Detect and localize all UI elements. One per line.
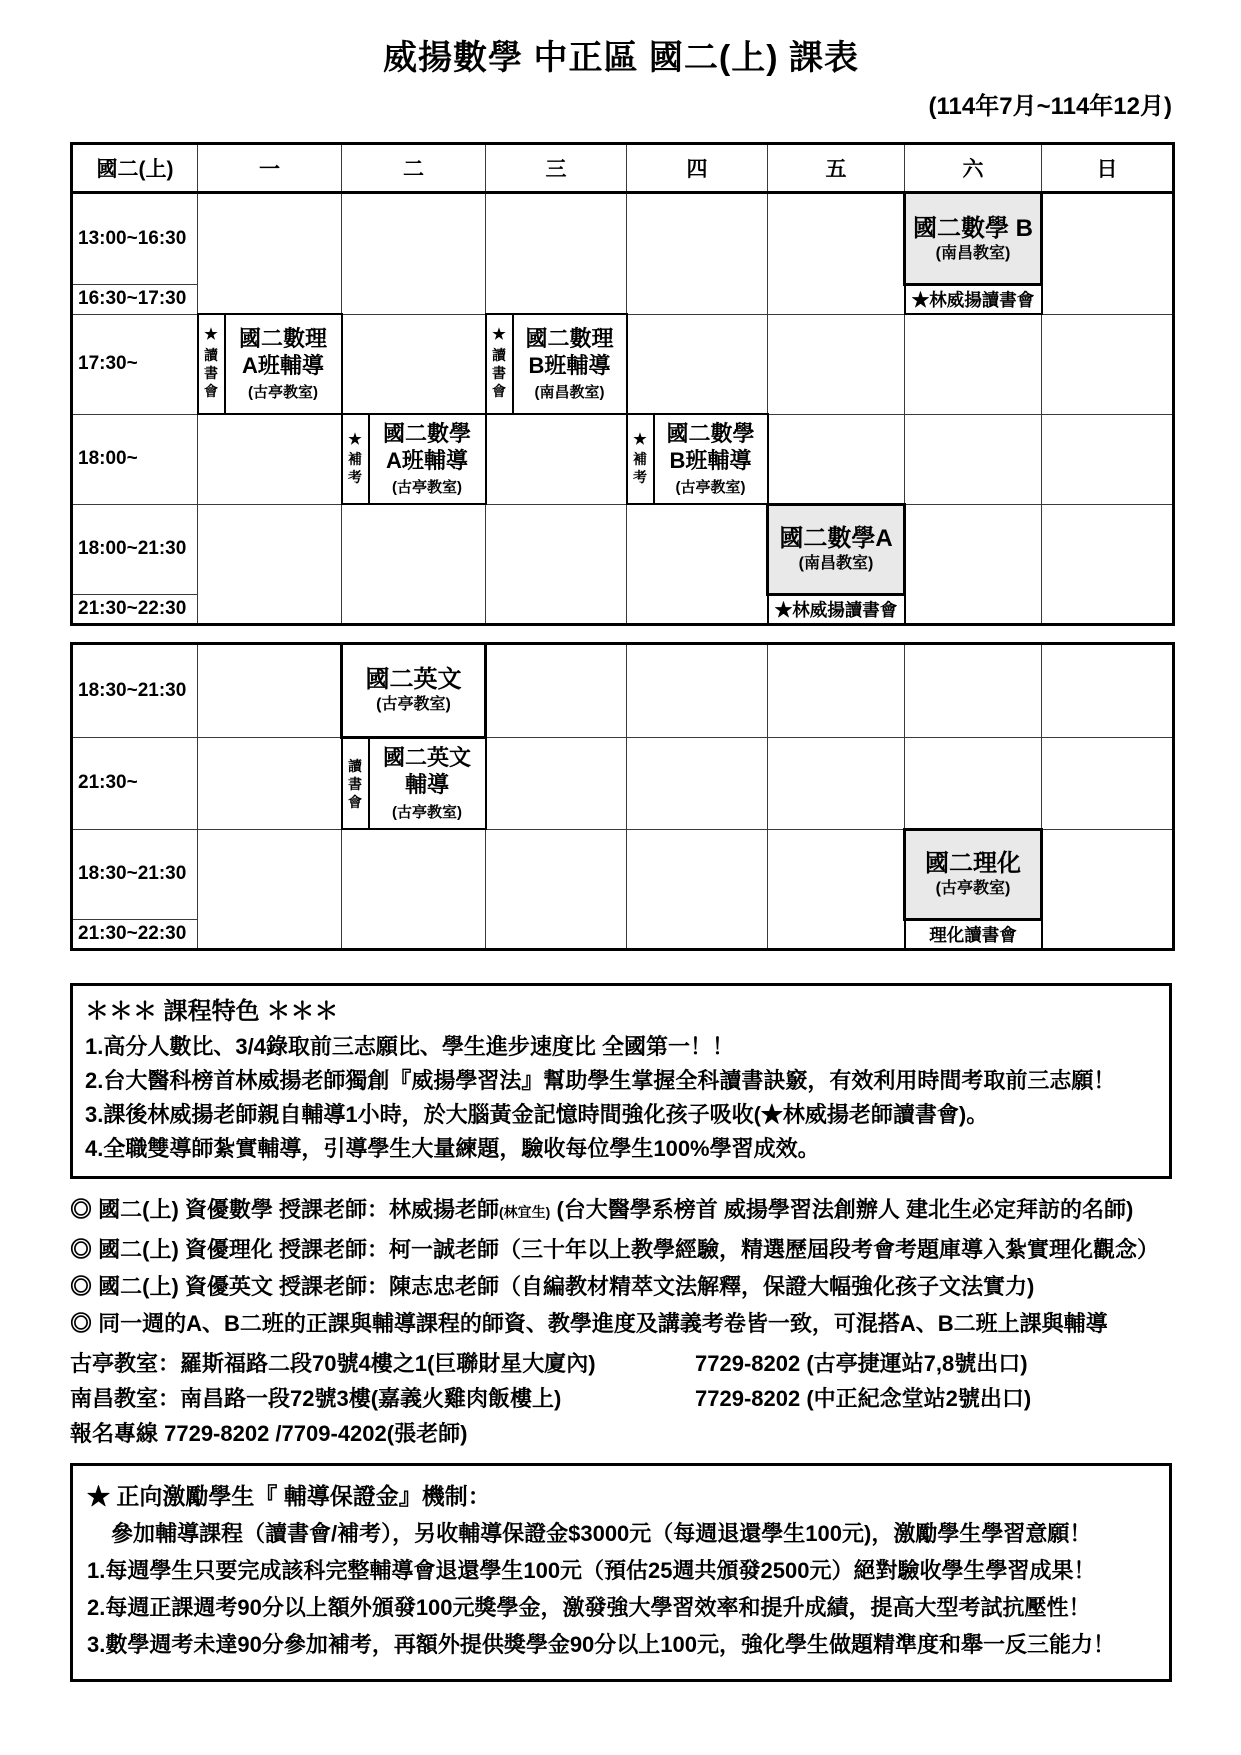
empty-cell: [486, 643, 627, 737]
time-label: 16:30~17:30: [72, 285, 198, 315]
tutor-side: [343, 415, 370, 503]
teacher-line-math: [70, 1191, 1172, 1231]
row-1800-2130: [72, 504, 1174, 594]
tutor-line2: A班輔導: [386, 447, 468, 473]
day-header-tue: 二: [342, 144, 486, 193]
tutor-side-label: 讀書會: [348, 757, 362, 811]
empty-cell: [627, 829, 768, 949]
star-icon: ★: [204, 326, 218, 344]
tutor-line1: 國二數理: [238, 325, 327, 351]
row-1830-2130-physics: [72, 829, 1174, 919]
empty-cell: [905, 314, 1042, 414]
tutor-side: [487, 315, 514, 413]
tutor-room: (古亭教室): [675, 479, 746, 497]
empty-cell: [768, 737, 905, 829]
guarantee-title: ★ 正向激勵學生『 輔導保證金』機制：: [87, 1482, 491, 1509]
class-name: 國二數學 B: [913, 214, 1033, 242]
class-sat-physics: [905, 829, 1042, 919]
time-label: 21:30~22:30: [72, 594, 198, 624]
timetable-upper: [70, 142, 1175, 626]
tutor-thu-math-b: [627, 414, 768, 504]
tutor-line1: 國二數學: [382, 420, 471, 446]
location-address: 南昌教室：南昌路一段72號3樓(嘉義火雞肉飯樓上): [70, 1385, 562, 1411]
day-header-wed: 三: [486, 144, 627, 193]
empty-cell: [198, 737, 342, 829]
day-header-sat: 六: [905, 144, 1042, 193]
time-label: 13:00~16:30: [72, 193, 198, 285]
locations-section: [70, 1346, 1172, 1451]
empty-cell: [1042, 314, 1174, 414]
empty-cell: [1042, 829, 1174, 949]
time-label: 18:00~21:30: [72, 504, 198, 594]
teacher-text: ◎ 國二(上) 資優數學 授課老師：林威揚老師: [70, 1196, 499, 1222]
empty-cell: [1042, 643, 1174, 737]
empty-cell: [486, 504, 627, 624]
row-13-1630: [72, 193, 1174, 285]
guarantee-item-2: 2.每週正課週考90分以上額外頒發100元獎學金，激發強大學習效率和提升成績，提高大型考試抗壓性！: [87, 1594, 1091, 1620]
empty-cell: [486, 829, 627, 949]
feature-item-3: 3.課後林威揚老師親自輔導1小時，於大腦黃金記憶時間強化孩子吸收(★林威揚老師讀書會)。: [85, 1101, 989, 1127]
empty-cell: [905, 504, 1042, 624]
empty-cell: [627, 504, 768, 624]
empty-cell: [1042, 737, 1174, 829]
day-header-sun: 日: [1042, 144, 1174, 193]
registration-hotline: [70, 1416, 1172, 1451]
day-header-mon: 一: [198, 144, 342, 193]
empty-cell: [627, 643, 768, 737]
empty-cell: [905, 643, 1042, 737]
empty-cell: [905, 737, 1042, 829]
empty-cell: [342, 314, 486, 414]
location-address: 古亭教室：羅斯福路二段70號4樓之1(巨聯財星大廈內): [70, 1350, 596, 1376]
date-range: (114年7月~114年12月): [928, 93, 1172, 120]
class-room: (古亭教室): [376, 696, 451, 714]
empty-cell: [198, 829, 342, 949]
tutor-tue-english: [342, 737, 486, 829]
time-label: 18:30~21:30: [72, 829, 198, 919]
tutor-wed-science-b: [486, 314, 627, 414]
tutor-side: [343, 739, 370, 829]
empty-cell: [198, 504, 342, 624]
tutor-side: [628, 415, 655, 503]
club-fri-reading: ★林威揚讀書會: [768, 594, 905, 624]
empty-cell: [768, 193, 905, 315]
tutor-line2: A班輔導: [242, 352, 324, 378]
class-name: 國二理化: [925, 850, 1021, 877]
teacher-alt-name: (林宜生): [499, 1203, 551, 1220]
empty-cell: [905, 414, 1042, 504]
course-features-box: [70, 983, 1172, 1179]
row-1800: [72, 414, 1174, 504]
star-icon: ★: [633, 430, 647, 448]
tutor-room: (南昌教室): [534, 384, 605, 402]
class-room: (古亭教室): [935, 880, 1011, 898]
tutor-room: (古亭教室): [392, 803, 462, 821]
location-phone: 7729-8202 (古亭捷運站7,8號出口): [695, 1350, 1028, 1376]
empty-cell: [342, 193, 486, 315]
empty-cell: [768, 314, 905, 414]
time-label: 18:30~21:30: [72, 643, 198, 737]
day-header-thu: 四: [627, 144, 768, 193]
teacher-line-physics: ◎ 國二(上) 資優理化 授課老師：柯一誠老師（三十年以上教學經驗，精選歷屆段考會考題庫導入紮實理化觀念）: [70, 1236, 1159, 1262]
tutor-side-label: 讀書會: [204, 346, 218, 400]
time-label: 18:00~: [72, 414, 198, 504]
empty-cell: [768, 643, 905, 737]
guarantee-item-1: 1.每週學生只要完成該科完整輔導會退還學生100元（預估25週共頒發2500元）絕對驗收學生學習成果！: [87, 1557, 1096, 1583]
time-label: 17:30~: [72, 314, 198, 414]
day-header-fri: 五: [768, 144, 905, 193]
class-name: 國二英文: [365, 666, 462, 693]
tutor-side-label: 讀書會: [492, 346, 506, 400]
empty-cell: [1042, 504, 1174, 624]
header-row: [72, 144, 1174, 193]
guarantee-intro: 參加輔導課程（讀書會/補考），另收輔導保證金$3000元（每週退還學生100元)，激勵學生學習意願！: [111, 1520, 1092, 1546]
feature-item-2: 2.台大醫科榜首林威揚老師獨創『威揚學習法』幫助學生掌握全科讀書訣竅，有效利用時間考取前三志願！: [85, 1067, 1116, 1093]
page-title: 威揚數學 中正區 國二(上) 課表: [383, 39, 859, 77]
empty-cell: [627, 314, 768, 414]
empty-cell: [198, 643, 342, 737]
tutor-side-label: 補考: [633, 451, 647, 486]
guarantee-item-3: 3.數學週考未達90分參加補考，再額外提供獎學金90分以上100元，強化學生做題精準度和舉一反三能力！: [87, 1631, 1115, 1657]
tutor-room: (古亭教室): [248, 384, 318, 402]
empty-cell: [486, 737, 627, 829]
empty-cell: [1042, 414, 1174, 504]
tutor-line2: 輔導: [404, 771, 449, 797]
empty-cell: [198, 193, 342, 315]
teacher-credentials: (台大醫學系榜首 威揚學習法創辦人 建北生必定拜訪的名師): [550, 1196, 1134, 1222]
corner-label: 國二(上): [72, 144, 198, 193]
tutor-side: [199, 315, 226, 413]
feature-item-4: 4.全職雙導師紮實輔導，引導學生大量練題，驗收每位學生100%學習成效。: [85, 1135, 820, 1161]
class-sat-math-b: [905, 193, 1042, 285]
empty-cell: [768, 414, 905, 504]
location-guting: [70, 1346, 1172, 1381]
tutor-side-label: 補考: [348, 451, 362, 486]
empty-cell: [768, 829, 905, 949]
class-room: (南昌教室): [935, 244, 1011, 262]
class-tue-english: [342, 643, 486, 737]
note-ab-classes: ◎ 同一週的A、B二班的正課與輔導課程的師資、教學進度及講義考卷皆一致，可混搭A、B二班上課與輔導: [70, 1310, 1108, 1336]
timetable-lower: [70, 642, 1175, 951]
tutor-room: (古亭教室): [392, 479, 462, 497]
empty-cell: [486, 414, 627, 504]
empty-cell: [486, 193, 627, 315]
row-2130-english-tutor: [72, 737, 1174, 829]
class-fri-math-a: [768, 504, 905, 594]
time-label: 21:30~22:30: [72, 919, 198, 949]
tutor-line1: 國二英文: [382, 744, 471, 770]
club-sat-reading: ★林威揚讀書會: [905, 285, 1042, 315]
empty-cell: [342, 829, 486, 949]
teachers-section: [70, 1191, 1172, 1342]
empty-cell: [627, 737, 768, 829]
tutor-line2: B班輔導: [669, 447, 752, 473]
tutor-tue-math-a: [342, 414, 486, 504]
empty-cell: [1042, 193, 1174, 315]
tutor-line1: 國二數學: [666, 420, 755, 446]
tutor-line1: 國二數理: [525, 325, 614, 351]
feature-item-1: 1.高分人數比、3/4錄取前三志願比、學生進步速度比 全國第一！！: [85, 1033, 735, 1059]
location-nanchang: [70, 1381, 1172, 1416]
row-1830-2130-english: [72, 643, 1174, 737]
features-heading: ＊＊＊ 課程特色 ＊＊＊: [85, 997, 339, 1025]
empty-cell: [342, 504, 486, 624]
tutor-mon-science-a: [198, 314, 342, 414]
guarantee-box: [70, 1463, 1172, 1682]
empty-cell: [198, 414, 342, 504]
empty-cell: [627, 193, 768, 315]
hotline-extra: [695, 1416, 1172, 1451]
class-name: 國二數學A: [779, 525, 893, 552]
club-sat-physics-reading: 理化讀書會: [905, 919, 1042, 949]
hotline-text: 報名專線 7729-8202 /7709-4202(張老師): [70, 1420, 468, 1446]
location-phone: 7729-8202 (中正紀念堂站2號出口): [695, 1385, 1032, 1411]
star-icon: ★: [348, 430, 362, 448]
row-1730: [72, 314, 1174, 414]
star-icon: ★: [492, 326, 506, 344]
time-label: 21:30~: [72, 737, 198, 829]
teacher-line-english: ◎ 國二(上) 資優英文 授課老師：陳志忠老師（自編教材精萃文法解釋，保證大幅強化孩子文法實力): [70, 1273, 1035, 1299]
tutor-line2: B班輔導: [528, 352, 611, 378]
class-room: (南昌教室): [798, 555, 874, 573]
